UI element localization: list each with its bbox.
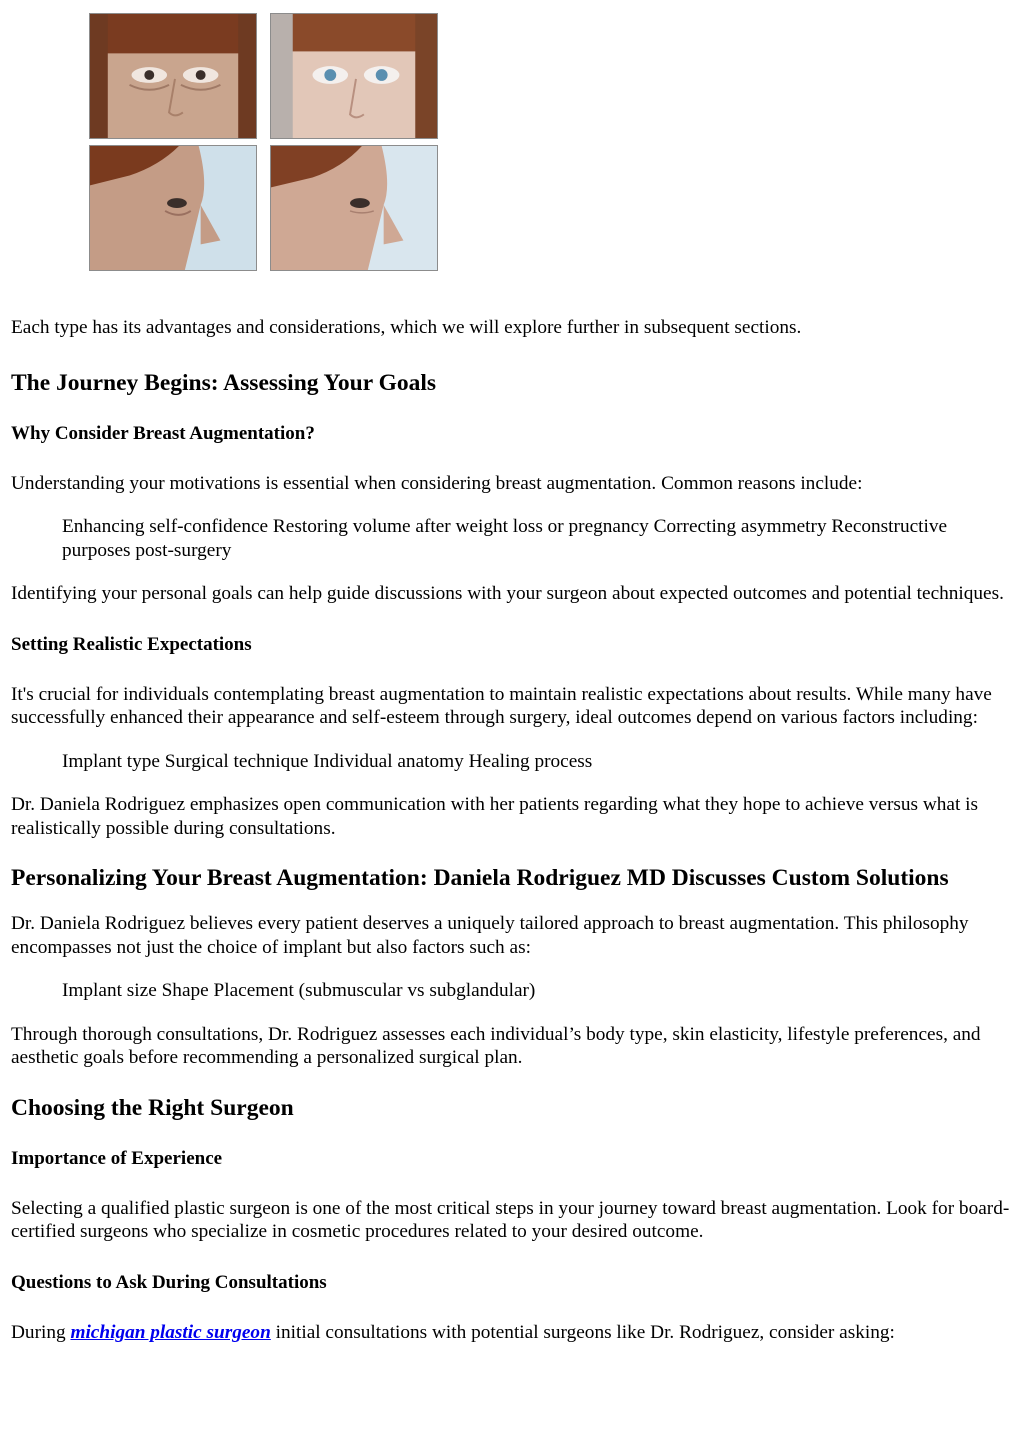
intro-paragraph: Each type has its advantages and considerations, which we will explore further in subsequent sections. <box>11 317 802 338</box>
after-front-photo <box>270 13 438 139</box>
paragraph-realistic-expectations: It's crucial for individuals contemplating breast augmentation to maintain realistic expectations about results. While many have successfully enhanced their appearance and self-esteem through surgery, ideal outcomes depend on various factors including: <box>11 683 992 728</box>
before-front-photo <box>89 13 257 139</box>
before-after-photo-grid <box>64 0 458 292</box>
list-outcome-factors: Implant type Surgical technique Individual anatomy Healing process <box>62 750 593 772</box>
after-profile-photo <box>270 145 438 271</box>
subheading-why-consider: Why Consider Breast Augmentation? <box>11 422 315 444</box>
paragraph-motivations: Understanding your motivations is essential when considering breast augmentation. Common reasons include: <box>11 472 863 494</box>
subheading-importance-experience: Importance of Experience <box>11 1147 223 1169</box>
section-heading-choosing-surgeon: Choosing the Right Surgeon <box>11 1094 294 1121</box>
subheading-realistic-expectations: Setting Realistic Expectations <box>11 633 252 655</box>
michigan-plastic-surgeon-link[interactable]: michigan plastic surgeon <box>70 1321 271 1343</box>
paragraph-personal-goals: Identifying your personal goals can help guide discussions with your surgeon about expected outcomes and potential techniques. <box>11 583 1004 604</box>
list-implant-factors: Implant size Shape Placement (submuscular vs subglandular) <box>62 980 536 1001</box>
subheading-questions: Questions to Ask During Consultations <box>11 1271 327 1293</box>
paragraph-tailored-approach: Dr. Daniela Rodriguez believes every patient deserves a uniquely tailored approach to breast augmentation. This philosophy encompasses not just the choice of implant but also factors such as: <box>11 913 969 958</box>
paragraph-selecting-surgeon: Selecting a qualified plastic surgeon is one of the most critical steps in your journey toward breast augmentation. Look for board-certified surgeons who specialize in cosmetic procedures related to your desired outcome. <box>11 1197 1010 1242</box>
consultation-text-after-link: initial consultations with potential surgeons like Dr. Rodriguez, consider asking: <box>270 1321 895 1343</box>
paragraph-open-communication: Dr. Daniela Rodriguez emphasizes open communication with her patients regarding what they hope to achieve versus what is realistically possible during consultations. <box>11 794 978 839</box>
list-common-reasons: Enhancing self-confidence Restoring volume after weight loss or pregnancy Correcting asymmetry Reconstructive purposes post-surgery <box>62 516 948 561</box>
paragraph-during-consultations <box>11 1321 1019 1345</box>
before-profile-photo <box>89 145 257 271</box>
paragraph-consultations: Through thorough consultations, Dr. Rodriguez assesses each individual’s body type, skin elasticity, lifestyle preferences, and aesthetic goals before recommending a personalized surgical plan. <box>11 1023 981 1068</box>
section-heading-assessing-goals: The Journey Begins: Assessing Your Goals <box>11 369 437 396</box>
article-body <box>11 316 1019 1344</box>
consultation-text-before-link: During <box>11 1321 71 1343</box>
section-heading-personalizing: Personalizing Your Breast Augmentation: Daniela Rodriguez MD Discusses Custom Solutions <box>11 865 949 891</box>
